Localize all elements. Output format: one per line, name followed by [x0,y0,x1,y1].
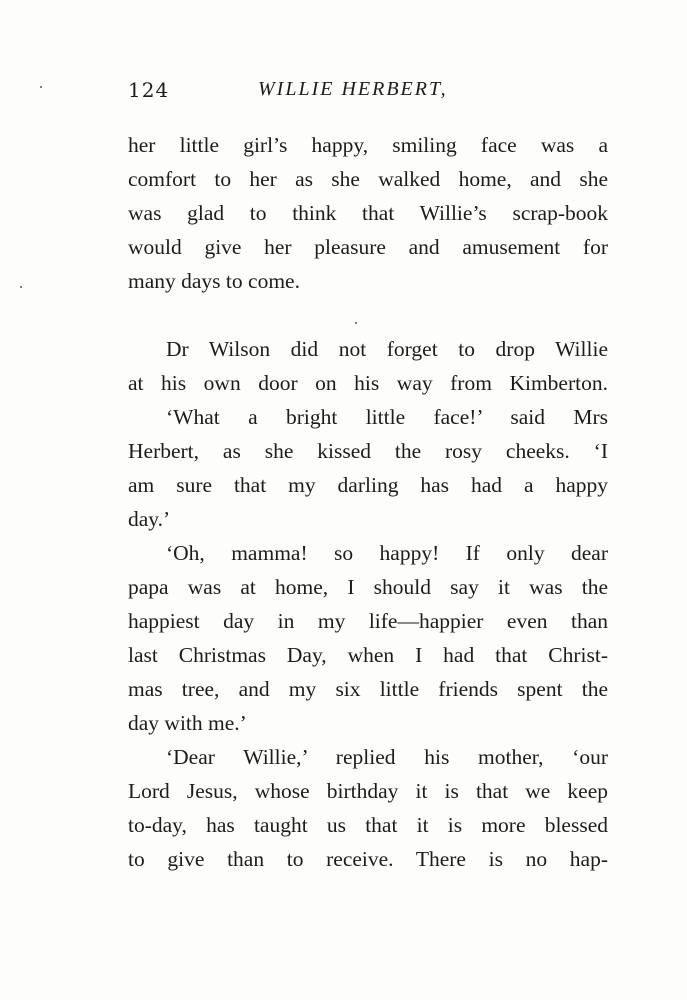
page-header [128,78,548,110]
text-line: comfort to her as she walked home, and she [128,167,608,191]
paragraph [128,536,608,740]
text-line: to-day, has taught us that it is more blessed [128,813,608,837]
text-line: at his own door on his way from Kimberton. [128,371,608,395]
text-line: would give her pleasure and amusement for [128,235,608,259]
paragraph [128,740,608,876]
text-line: Lord Jesus, whose birthday it is that we keep [128,779,608,803]
text-line: her little girl’s happy, smiling face was a [128,133,608,157]
text-line: many days to come. [128,269,300,293]
paragraph [128,332,608,400]
scan-speck [20,286,22,288]
text-line: papa was at home, I should say it was the [128,575,608,599]
body-text [128,128,608,876]
text-line: am sure that my darling has had a happy [128,473,608,497]
scan-speck [40,86,42,88]
text-line: ‘What a bright little face!’ said Mrs [166,405,608,429]
text-line: Dr Wilson did not forget to drop Willie [166,337,608,361]
text-line: day with me.’ [128,711,247,735]
text-line: was glad to think that Willie’s scrap-book [128,201,608,225]
scan-speck [355,322,357,324]
text-line: ‘Oh, mamma! so happy! If only dear [166,541,608,565]
page-number: 124 [128,78,170,102]
text-line: mas tree, and my six little friends spent the [128,677,608,701]
running-head: WILLIE HERBERT, [258,78,448,100]
text-line: day.’ [128,507,171,531]
paragraph [128,400,608,536]
paragraph [128,128,608,298]
text-line: Herbert, as she kissed the rosy cheeks. ‘I [128,439,608,463]
text-line: happiest day in my life—happier even than [128,609,608,633]
text-line: ‘Dear Willie,’ replied his mother, ‘our [166,745,608,769]
section-gap [128,298,608,332]
text-line: last Christmas Day, when I had that Christ- [128,643,608,667]
text-line: to give than to receive. There is no hap- [128,847,608,871]
